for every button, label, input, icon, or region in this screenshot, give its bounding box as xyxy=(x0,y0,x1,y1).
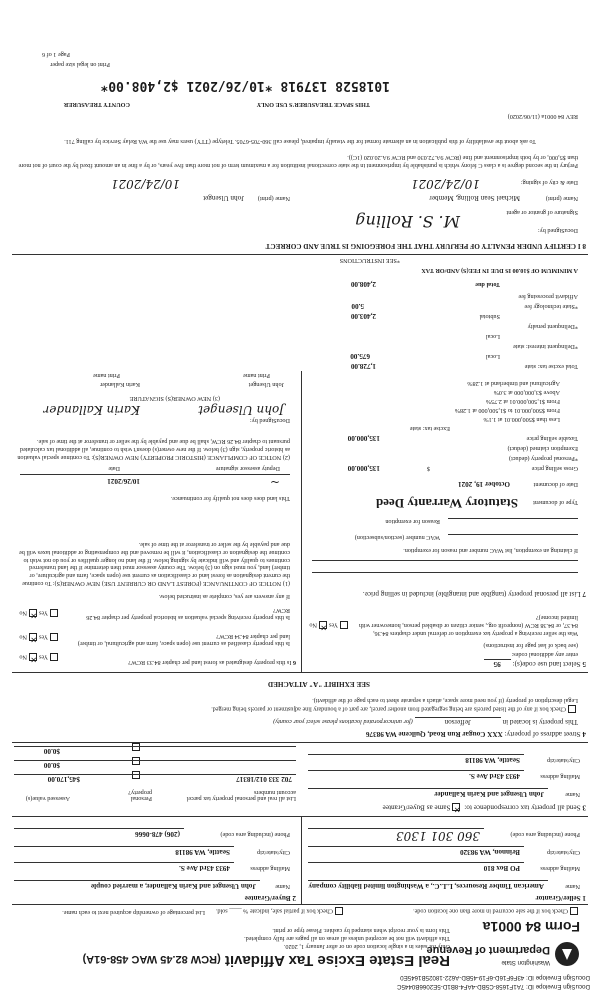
department-of-revenue-logo xyxy=(426,939,580,967)
buyer-signature-1: John Ulsenget xyxy=(198,403,284,417)
total-due-label: Total due xyxy=(475,281,500,288)
buyer-address-label: Mailing address xyxy=(250,865,290,872)
tax-contact-city-label: City/state/zip xyxy=(547,757,580,764)
grantee-name-label: Name (print) xyxy=(257,195,290,202)
wac-number-label: WAC number (section/subsection) xyxy=(354,534,440,541)
buyer-name: John Ulsenget and Karin Kallander, a married couple xyxy=(90,882,256,890)
continuance-notice: (1) NOTICE OF CONTINUANCE (FOREST LAND OR CURRENT USE) NEW OWNER(S): To continue the current designation as forest land or classification as current use (open space, farm and agriculture, or timber) land, you must sign on (3) below. The county assessor must then determine if the land transferred continues to qualify and will indicate by signing below. If the land no longer qualifies or you do not wish to continue the designation or classification, it will be removed and the compensating or additional taxes will be due and payable by the seller or transferor at the time of sale. xyxy=(19,541,290,587)
tax-contact-name-label: Name xyxy=(565,791,580,798)
revision-label: REV 84 0001a (11/06/2020) xyxy=(507,113,578,120)
county-value: Jefferson xyxy=(415,717,501,726)
assessed-value-2: $0.00 xyxy=(43,761,60,769)
historic-question: Is this property receiving special valuation as historical property per chapter 84.26 RCW? xyxy=(86,606,290,621)
answers-instructions: If any answers are yes, complete as instructed below. xyxy=(158,593,290,600)
seller-exemption-question: Was the seller receiving a property tax exemption or deferral under chapters 84.36, 84.37, or 84.38 RCW (nonprofit org., senior citizen or disabled person, homeowner with limited income)? xyxy=(358,614,578,637)
total-due-value: 2,408.00 xyxy=(350,280,376,288)
deputy-label: Deputy assessor signature xyxy=(215,465,280,472)
buyer-phone: (206) 478-0666 xyxy=(135,830,180,838)
compliance-notice: (2) NOTICE OF COMPLIANCE (HISTORIC PROPERTY) NEW OWNER(S): To continue special valuation as historic property, sign (3) below. If the new owner(s) doesn't wish to continue, all additional tax calculated pursuant to chapter 84.26 RCW, shall be due and payable by the seller or transferor at the time of sale. xyxy=(17,438,290,461)
legal-description-label: Legal description of property (if you need more space, attach a separate sheet to each page of the affidavit). xyxy=(312,697,578,704)
county-treasurer-label: COUNTY TREASURER xyxy=(63,101,130,108)
seller-city-label: City/state/zip xyxy=(547,849,580,856)
seller-exemption-yes-no[interactable]: Yes✕No xyxy=(309,621,350,629)
land-use-code: 95 xyxy=(484,659,511,668)
section-3-heading: 3 Send all property tax correspondence to: ✕Same as Buyer/Grantee xyxy=(383,803,586,811)
gross-price-value: 135,000.00 xyxy=(347,464,380,472)
personal-property-check-3[interactable] xyxy=(130,738,142,756)
seller-address-label: Mailing address xyxy=(540,865,580,872)
seller-name: American Timber Resources, L.L.C., a Washington limited liability company xyxy=(308,882,544,890)
delinquent-interest-label: *Delinquent interest: state xyxy=(513,343,578,350)
buyer-city: Seattle, WA 98118 xyxy=(175,848,230,856)
deputy-signature-mark: ~ xyxy=(269,475,280,489)
form-title: Real Estate Excise Tax Affidavit (RCW 82.45 WAC 458-61A) xyxy=(82,952,450,969)
seller-phone: 360 301 1303 xyxy=(396,829,480,843)
revenue-seal-icon xyxy=(554,941,580,967)
grantor-signature: M. S. Rolling xyxy=(355,212,460,231)
print-name-label-2: Print name xyxy=(93,372,120,379)
date-place-label: Date & city of signing: xyxy=(520,179,578,186)
buyer-city-label: City/state/zip xyxy=(257,849,290,856)
form-note-1: Only for sales in a single location code on or after January 1, 2020. xyxy=(283,943,450,950)
tier-4: Above $3,000,000 at 3.0% xyxy=(493,389,560,396)
local-value: 675.00 xyxy=(350,352,370,360)
tech-fee-label: *State technology fee xyxy=(524,303,578,310)
page-number: Page 1 of 6 xyxy=(41,51,70,58)
docusign-envelope-id-2: DocuSign Envelope ID: 43F6F16D-6F19-45BD-A622-18025B1645E0 xyxy=(400,974,590,981)
parcel-number-1: 702 333 012/18317 xyxy=(236,775,292,783)
buyer-signature-2: Karin Kallander xyxy=(43,403,140,417)
tax-contact-address-label: Mailing address xyxy=(540,773,580,780)
buyer-section: 2 Buyer/Grantee xyxy=(244,894,296,902)
county-row: This property is located in Jefferson (for unincorporated locations please select your county) xyxy=(273,718,578,726)
see-instructions: *SEE INSTRUCTIONS xyxy=(339,257,400,264)
seller-phone-label: Phone (including area code) xyxy=(510,831,580,838)
local-label: Local xyxy=(485,353,500,360)
grantee-date: 10/24/2021 xyxy=(110,177,180,191)
tax-contact-city: Seattle, WA 98118 xyxy=(465,756,520,764)
subtotal-value: 2,403.00 xyxy=(350,312,376,320)
exemption-reason-label: Reason for exemption xyxy=(385,518,440,525)
excise-state-heading: Excise tax: state xyxy=(409,425,450,432)
dept-name: Department of Revenue xyxy=(426,944,550,956)
forest-land-yes-no[interactable]: Yes✕No xyxy=(19,653,60,661)
ag-timber-rate: Agricultural and timberland at 1.28% xyxy=(467,380,560,387)
total-state-label: Total excise tax: state xyxy=(524,363,578,370)
assessor-date: 10/26/2021 xyxy=(107,477,140,485)
form-number: Form 84 0001a xyxy=(482,919,580,935)
seller-city: Brinnon, WA 98320 xyxy=(460,848,520,856)
tax-contact-name: John Ulsenget and Karin Kallander xyxy=(434,790,544,798)
exemption-instructions: If claiming an exemption, list WAC number and reason for exemption. xyxy=(403,547,578,554)
delinquent-penalty-label: *Delinquent penalty xyxy=(527,323,578,330)
grantor-name-value: Michael Sean Rolling, Member xyxy=(429,194,520,202)
doc-date-value: October 19, 2021 xyxy=(458,480,510,488)
minimum-due-note: A MINIMUM OF $10.00 IS DUE IN FEE(S) AND/OR TAX xyxy=(421,267,578,274)
docusign-tag-2: DocuSigned by: xyxy=(537,227,578,234)
tech-fee-value: 5.00 xyxy=(351,302,364,310)
assessed-value-3: $0.00 xyxy=(43,747,60,755)
grantor-date: 10/24/2021 xyxy=(410,177,480,191)
doc-type-label: Type of document xyxy=(533,499,578,506)
docusign-envelope-id-1: DocuSign Envelope ID: 7A1F1658-C5BD-4AF4-8B1D-5E2066B0445C xyxy=(397,983,590,990)
buyer-address: 4933 43rd Ave S. xyxy=(179,864,230,872)
dept-sub: Washington State xyxy=(501,959,550,966)
doc-type-value: Statutory Warranty Deed xyxy=(375,496,518,511)
taxable-price-value: 135,000.00 xyxy=(347,434,380,442)
tier-3: From $1,500,000.01 at 2.75% xyxy=(485,398,560,405)
section-7-heading: 7 List all personal property (tangible and intangible) included in selling price. xyxy=(362,590,586,598)
assessed-value-header: Assessed value(s) xyxy=(25,795,70,802)
taxable-price-label: Taxable selling price xyxy=(526,435,578,442)
land-use-row: 5 Select land use code(s): 95 xyxy=(484,660,586,667)
personal-property-deduct-label: *Personal property (deduct) xyxy=(508,455,578,462)
print-name-2: Karin Kallander xyxy=(99,381,140,388)
forest-land-question: 6 Is this property designated as forest land per chapter 84.33 RCW? xyxy=(128,659,296,666)
historic-yes-no[interactable]: Yes✕No xyxy=(19,609,60,617)
total-state-value: 1,728.00 xyxy=(350,362,376,370)
alternate-format-notice: To ask about the availability of this publication in an alternate format for the visually impaired, please call 360-705-6705. Teletype (TTY) users may use the WA Relay Service by calling 711. xyxy=(64,138,536,145)
seller-section: 1 Seller/Grantor xyxy=(535,894,586,902)
exhibit-a-text: SEE EXHIBIT "A" ATTACHED xyxy=(267,680,370,688)
multi-location-check[interactable]: Check box if the sale occurred in more than one location code. xyxy=(413,907,580,915)
gross-price-label: Gross selling price xyxy=(531,465,578,472)
seller-name-label: Name xyxy=(565,883,580,890)
buyer-phone-label: Phone (including area code) xyxy=(220,831,290,838)
grantor-name-label: Name (print) xyxy=(545,195,578,202)
current-use-yes-no[interactable]: Yes✕No xyxy=(19,633,60,641)
segregate-check[interactable]: Check box if any of the listed parcels are being segregated from another parcel, are part of a boundary line adjustment or parcels being merged. xyxy=(211,705,578,713)
new-owner-label: (3) NEW OWNER(S) SIGNATURE xyxy=(129,395,220,402)
seller-address: PO Box 810 xyxy=(483,864,520,872)
land-use-instructions: (see back of last page for instructions) xyxy=(483,642,578,649)
additional-codes-label: enter any additional codes: xyxy=(511,651,578,658)
list-percentage-note: List percentage of ownership acquired next to each name. xyxy=(62,909,205,916)
exemption-deduct-label: Exemption claimed (deduct) xyxy=(507,445,578,452)
receipt-stamp: 1018528 137918 *10/26/2021 $2,408.00* xyxy=(100,78,390,93)
tax-contact-address: 4933 43rd Ave S. xyxy=(469,772,520,780)
tier-1: Less than $500,000.01 at 1.1% xyxy=(483,416,560,423)
print-legal-note: Print on legal size paper xyxy=(50,61,110,68)
processing-fee-label: Affidavit processing fee xyxy=(518,293,578,300)
doc-date-label: Date of document xyxy=(533,481,578,488)
docusign-tag-1: DocuSigned by: xyxy=(249,417,290,424)
treasurer-use-label: THIS SPACE TREASURER'S USE ONLY xyxy=(256,101,370,108)
assessor-note: This land does does not qualify for continuance. xyxy=(170,495,290,502)
grantor-signature-label: Signature of grantor or agent xyxy=(506,209,578,216)
assessed-value-1: $45,170.00 xyxy=(47,775,80,783)
parcel-header: List all real and personal property tax parcel account numbers xyxy=(186,788,296,802)
date-label: Date xyxy=(108,465,120,472)
dollar-sign: $ xyxy=(426,465,430,472)
street-address-row: 4 Street address of property: XXX Cougar Run Road, Quilcene WA 98376 xyxy=(365,730,586,738)
personal-property-header: Personal property? xyxy=(128,788,152,802)
form-note-3: This form is your receipt when stamped by cashier. Please type or print. xyxy=(272,927,450,934)
print-name-1: John Ulsenget xyxy=(248,381,284,388)
subtotal-label: Subtotal xyxy=(479,313,500,320)
buyer-name-label: Name xyxy=(275,883,290,890)
partial-sale-check[interactable]: Check box if partial sale, indicate % ____ sold. xyxy=(216,907,345,915)
form-note-2: This affidavit will not be accepted unless all areas on all pages are fully completed. xyxy=(244,935,450,942)
current-use-question: Is this property classified as current use (open space, farm and agricultural, or timber) land per chapter 84.34 RCW? xyxy=(77,632,290,647)
grantee-name-value: John Ulsenget xyxy=(203,194,244,202)
print-name-label-1: Print name xyxy=(243,372,270,379)
delinquent-local-label: Local xyxy=(485,333,500,340)
certify-heading: 8 I CERTIFY UNDER PENALTY OF PERJURY THAT THE FOREGOING IS TRUE AND CORRECT xyxy=(265,242,586,250)
tier-2: From $500,000.01 to $1,500,000 at 1.28% xyxy=(454,407,560,414)
perjury-notice: Perjury in the second degree is a class C felony which is punishable by imprisonment in the state correctional institution for a maximum term of not more than five years, or by a fine in an amount fixed by the court of not more than $5,000, or by both imprisonment and fine (RCW 9A.72.030 and RCW 9A.20.020 (1C)). xyxy=(18,154,578,169)
